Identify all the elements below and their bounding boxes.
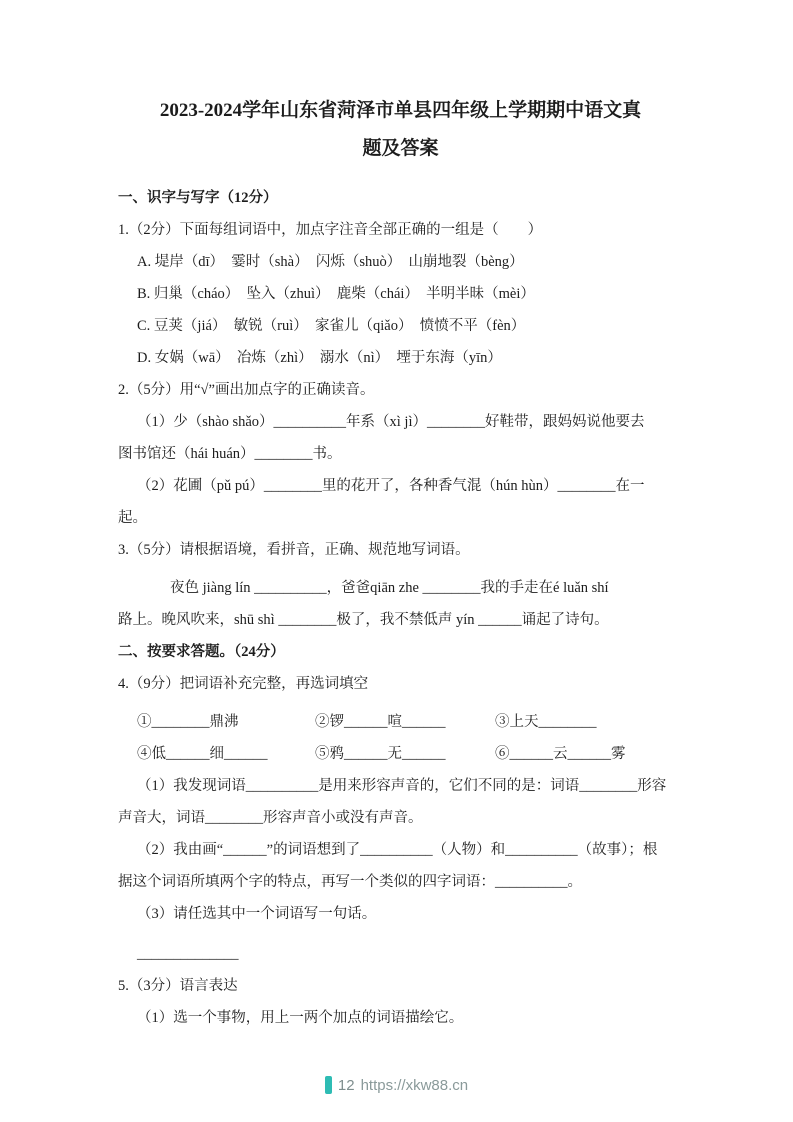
question-1-option-b: B. 归巢（cháo） 坠入（zhuì） 鹿柴（chái） 半明半昧（mèi） — [137, 286, 535, 302]
word-blank-2: ②锣______喧______ — [315, 714, 446, 730]
question-3-passage-line-1: 夜色 jiàng lín __________，爸爸qiān zhe ________我的手走在é luǎn shí — [170, 580, 609, 596]
page-title-line-1: 2023-2024学年山东省菏泽市单县四年级上学期期中语文真 — [159, 100, 642, 121]
question-3-passage-line-2: 路上。晚风吹来，shū shì ________极了，我不禁低声 yín ______诵起了诗句。 — [118, 612, 609, 628]
question-1-option-a: A. 堤岸（dī） 霎时（shà） 闪烁（shuò） 山崩地裂（bèng） — [137, 254, 524, 270]
question-1-stem: 1.（2分）下面每组词语中，加点字注音全部正确的一组是（ ） — [118, 222, 543, 238]
footer-url: https://xkw88.cn — [360, 1076, 469, 1094]
question-2-stem: 2.（5分）用“√”画出加点字的正确读音。 — [118, 382, 375, 398]
question-4-word-row-2 — [118, 738, 683, 770]
word-blank-3: ③上天________ — [495, 714, 597, 730]
question-2-item-1: （1）少（shào shǎo）__________年系（xì jì）________好鞋带，跟妈妈说他要去 — [137, 414, 645, 430]
page-title — [118, 92, 683, 168]
word-blank-5: ⑤鸦______无______ — [315, 746, 446, 762]
section-1-heading: 一、识字与写字（12分） — [118, 190, 278, 206]
word-blank-1: ①________鼎沸 — [137, 714, 239, 730]
question-2-item-2-cont: 起。 — [118, 510, 147, 526]
question-3-stem: 3.（5分）请根据语境，看拼音，正确、规范地写词语。 — [118, 542, 470, 558]
footer-page-number: 12 — [337, 1076, 355, 1094]
question-4-sub-2: （2）我由画“______”的词语想到了__________（人物）和__________（故事）；根 — [137, 842, 658, 858]
question-1-option-d: D. 女娲（wā） 冶炼（zhì） 溺水（nì） 堙于东海（yīn） — [137, 350, 502, 366]
question-4-sub-3: （3）请任选其中一个词语写一句话。 — [137, 906, 377, 922]
word-blank-6: ⑥______云______雾 — [495, 746, 626, 762]
question-4-answer-blank: ______________ — [137, 946, 239, 962]
page-footer — [0, 1076, 793, 1094]
question-4-sub-2-cont: 据这个词语所填两个字的特点，再写一个类似的四字词语：__________。 — [118, 874, 582, 890]
question-4-sub-1-cont: 声音大，词语________形容声音小或没有声音。 — [118, 810, 423, 826]
question-4-sub-1: （1）我发现词语__________是用来形容声音的，它们不同的是：词语________形容 — [137, 778, 667, 794]
question-2-item-1-cont: 图书馆还（hái huán）________书。 — [118, 446, 342, 462]
section-2-heading: 二、按要求答题。（24分） — [118, 644, 285, 660]
page-title-line-2: 题及答案 — [362, 138, 439, 159]
word-blank-4: ④低______细______ — [137, 746, 268, 762]
question-5-sub-1: （1）选一个事物，用上一两个加点的词语描绘它。 — [137, 1010, 464, 1026]
question-1-option-c: C. 豆荚（jiá） 敏锐（ruì） 家雀儿（qiǎo） 愤愤不平（fèn） — [137, 318, 526, 334]
question-4-stem: 4.（9分）把词语补充完整，再选词填空 — [118, 676, 369, 692]
question-2-item-2: （2）花圃（pǔ pú）________里的花开了，各种香气混（hún hùn）________在一 — [137, 478, 645, 494]
question-5-stem: 5.（3分）语言表达 — [118, 978, 238, 994]
footer-accent-bar — [325, 1076, 332, 1094]
question-4-word-row-1 — [118, 706, 683, 738]
